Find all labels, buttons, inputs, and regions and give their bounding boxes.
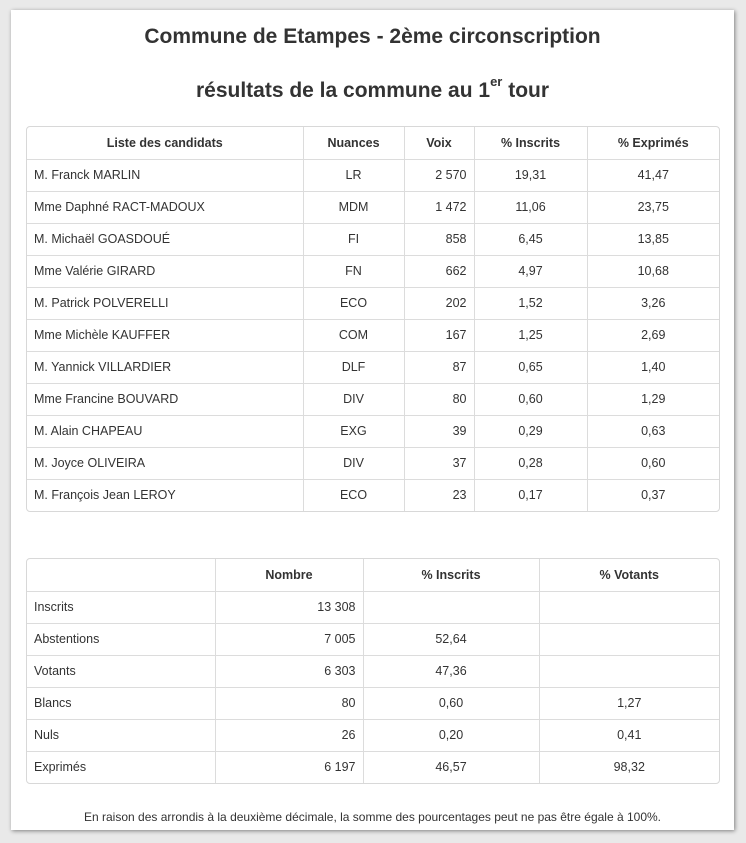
results-card bbox=[11, 10, 734, 830]
candidate-voix: 2 570 bbox=[404, 159, 474, 191]
table-row bbox=[27, 287, 719, 319]
table-row bbox=[27, 255, 719, 287]
summary-pct-votants bbox=[539, 655, 719, 687]
table-row bbox=[27, 655, 719, 687]
candidate-voix: 202 bbox=[404, 287, 474, 319]
summary-pct-inscrits: 0,20 bbox=[363, 719, 539, 751]
candidate-pct-exprimes: 23,75 bbox=[587, 191, 719, 223]
rounding-note: En raison des arrondis à la deuxième décimale, la somme des pourcentages peut ne pas être égale à 100%. bbox=[83, 810, 661, 824]
candidate-voix: 662 bbox=[404, 255, 474, 287]
summary-table bbox=[27, 559, 719, 783]
summary-label: Abstentions bbox=[27, 623, 215, 655]
candidate-nuance: ECO bbox=[303, 479, 404, 511]
summary-table-wrapper bbox=[26, 558, 720, 784]
candidate-name: M. Alain CHAPEAU bbox=[27, 415, 303, 447]
summary-pct-inscrits: 47,36 bbox=[363, 655, 539, 687]
subtitle-superscript: er bbox=[490, 74, 503, 89]
header-candidates: Liste des candidats bbox=[27, 127, 303, 159]
table-row bbox=[27, 591, 719, 623]
table-row bbox=[27, 319, 719, 351]
candidate-pct-inscrits: 1,52 bbox=[474, 287, 587, 319]
candidate-pct-exprimes: 0,37 bbox=[641, 488, 666, 503]
candidate-voix: 37 bbox=[404, 447, 474, 479]
candidate-name: Mme Daphné RACT-MADOUX bbox=[27, 191, 303, 223]
summary-pct-inscrits: 52,64 bbox=[363, 623, 539, 655]
candidate-name: Mme Michèle KAUFFER bbox=[27, 319, 303, 351]
summary-nombre: 6 197 bbox=[215, 751, 363, 783]
candidate-pct-inscrits: 0,28 bbox=[474, 447, 587, 479]
table-row bbox=[27, 623, 719, 655]
subtitle-suffix: tour bbox=[502, 79, 550, 102]
candidate-name: M. Franck MARLIN bbox=[27, 159, 303, 191]
candidate-voix: 167 bbox=[404, 319, 474, 351]
candidate-nuance: MDM bbox=[303, 191, 404, 223]
table-row bbox=[27, 159, 719, 191]
candidate-pct-inscrits: 19,31 bbox=[474, 159, 587, 191]
summary-pct-votants bbox=[539, 623, 719, 655]
candidate-voix: 1 472 bbox=[404, 191, 474, 223]
candidate-nuance: DLF bbox=[303, 351, 404, 383]
candidate-nuance: DIV bbox=[303, 383, 404, 415]
candidate-pct-inscrits: 0,17 bbox=[474, 479, 587, 511]
summary-pct-votants: 0,41 bbox=[539, 719, 719, 751]
candidate-pct-exprimes: 10,68 bbox=[587, 255, 719, 287]
header-nombre: Nombre bbox=[215, 559, 363, 591]
table-row bbox=[27, 383, 719, 415]
summary-nombre: 80 bbox=[215, 687, 363, 719]
header-nuances: Nuances bbox=[303, 127, 404, 159]
candidate-nuance: EXG bbox=[303, 415, 404, 447]
page-subtitle bbox=[11, 74, 734, 103]
candidate-voix: 858 bbox=[404, 223, 474, 255]
header-pct-votants: % Votants bbox=[539, 559, 719, 591]
candidate-pct-inscrits: 0,65 bbox=[474, 351, 587, 383]
candidate-pct-inscrits: 0,60 bbox=[474, 383, 587, 415]
summary-label: Blancs bbox=[27, 687, 215, 719]
header-pct-inscrits: % Inscrits bbox=[474, 127, 587, 159]
table-row bbox=[27, 687, 719, 719]
candidate-pct-exprimes: 3,26 bbox=[587, 287, 719, 319]
candidate-name: M. Joyce OLIVEIRA bbox=[27, 447, 303, 479]
table-row bbox=[27, 351, 719, 383]
subtitle-text: résultats de la commune au 1 bbox=[195, 79, 491, 102]
candidate-pct-inscrits: 4,97 bbox=[474, 255, 587, 287]
summary-nombre: 26 bbox=[215, 719, 363, 751]
table-row bbox=[27, 223, 719, 255]
summary-pct-votants: 98,32 bbox=[613, 760, 645, 775]
table-row bbox=[27, 751, 719, 783]
candidate-name: M. Yannick VILLARDIER bbox=[27, 351, 303, 383]
candidate-voix: 23 bbox=[404, 479, 474, 511]
summary-pct-inscrits: 0,60 bbox=[363, 687, 539, 719]
candidate-pct-exprimes: 13,85 bbox=[587, 223, 719, 255]
summary-label: Exprimés bbox=[27, 751, 215, 783]
candidate-name: M. Michaël GOASDOUÉ bbox=[27, 223, 303, 255]
candidate-name: M. Patrick POLVERELLI bbox=[27, 287, 303, 319]
summary-label: Votants bbox=[27, 655, 215, 687]
candidate-pct-inscrits: 11,06 bbox=[474, 191, 587, 223]
candidate-voix: 87 bbox=[404, 351, 474, 383]
candidate-voix: 80 bbox=[404, 383, 474, 415]
summary-header-row bbox=[27, 559, 719, 591]
summary-label: Inscrits bbox=[27, 591, 215, 623]
page-title: Commune de Etampes - 2ème circonscription bbox=[144, 25, 601, 48]
candidate-pct-inscrits: 1,25 bbox=[474, 319, 587, 351]
summary-pct-votants bbox=[539, 591, 719, 623]
header-empty bbox=[27, 559, 215, 591]
candidate-pct-exprimes: 0,63 bbox=[587, 415, 719, 447]
header-voix: Voix bbox=[404, 127, 474, 159]
summary-nombre: 7 005 bbox=[215, 623, 363, 655]
table-row bbox=[27, 191, 719, 223]
candidate-pct-exprimes: 1,29 bbox=[587, 383, 719, 415]
candidate-nuance: ECO bbox=[303, 287, 404, 319]
table-row bbox=[27, 479, 719, 511]
candidate-nuance: LR bbox=[303, 159, 404, 191]
summary-pct-inscrits: 46,57 bbox=[363, 751, 539, 783]
header-pct-exprimes: % Exprimés bbox=[587, 127, 719, 159]
candidate-pct-inscrits: 0,29 bbox=[474, 415, 587, 447]
candidate-nuance: COM bbox=[303, 319, 404, 351]
candidate-nuance: FI bbox=[303, 223, 404, 255]
summary-nombre: 13 308 bbox=[215, 591, 363, 623]
candidate-nuance: FN bbox=[303, 255, 404, 287]
candidates-table-wrapper bbox=[26, 126, 720, 512]
candidate-name: Mme Valérie GIRARD bbox=[27, 255, 303, 287]
summary-nombre: 6 303 bbox=[215, 655, 363, 687]
candidate-pct-exprimes: 0,60 bbox=[587, 447, 719, 479]
candidate-pct-exprimes: 41,47 bbox=[587, 159, 719, 191]
candidate-voix: 39 bbox=[404, 415, 474, 447]
table-row bbox=[27, 719, 719, 751]
header-pct-inscrits: % Inscrits bbox=[363, 559, 539, 591]
summary-pct-inscrits bbox=[363, 591, 539, 623]
candidates-table bbox=[27, 127, 719, 511]
table-row bbox=[27, 415, 719, 447]
table-row bbox=[27, 447, 719, 479]
candidate-name: Mme Francine BOUVARD bbox=[27, 383, 303, 415]
candidate-pct-exprimes: 2,69 bbox=[587, 319, 719, 351]
summary-pct-votants: 1,27 bbox=[539, 687, 719, 719]
candidate-name: M. François Jean LEROY bbox=[27, 479, 303, 511]
candidate-pct-inscrits: 6,45 bbox=[474, 223, 587, 255]
candidates-header-row bbox=[27, 127, 719, 159]
candidate-nuance: DIV bbox=[303, 447, 404, 479]
candidate-pct-exprimes: 1,40 bbox=[587, 351, 719, 383]
summary-label: Nuls bbox=[27, 719, 215, 751]
